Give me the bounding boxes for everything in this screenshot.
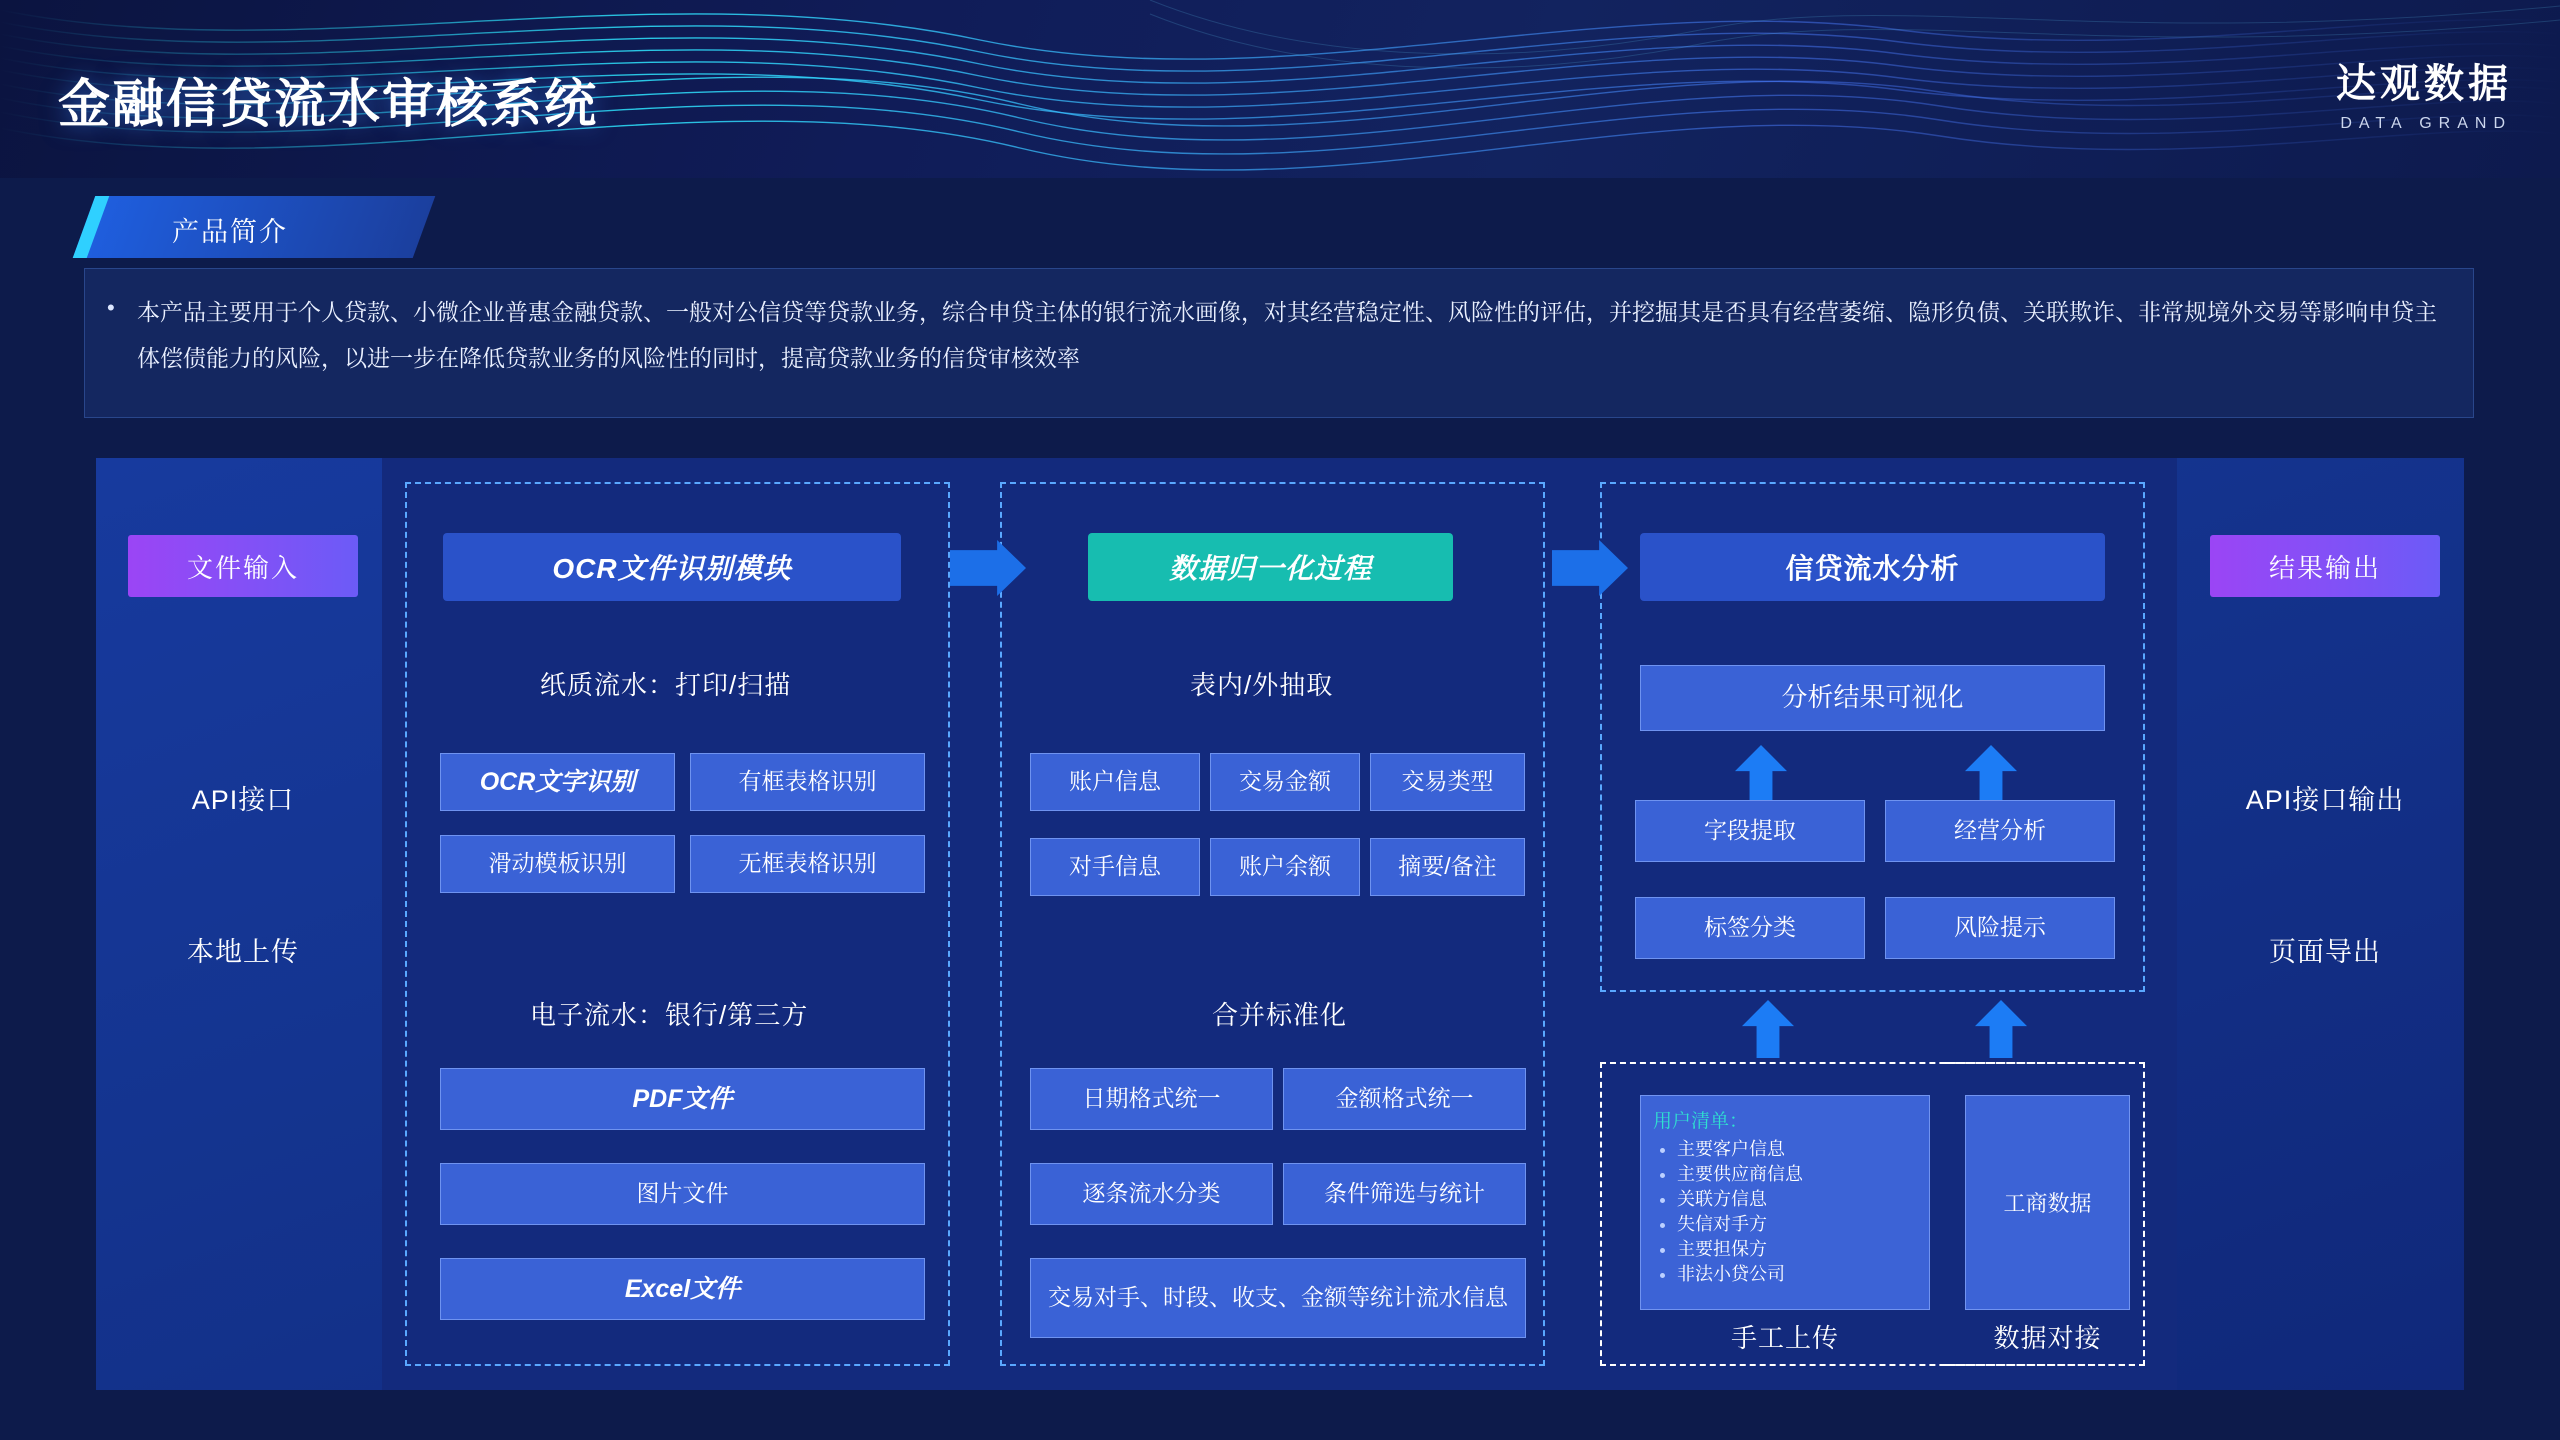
ocr-group1-title: 纸质流水：打印/扫描: [540, 670, 792, 700]
left-item-api: API接口: [191, 785, 295, 815]
normalize-group1-title: 表内/外抽取: [1190, 670, 1334, 700]
list-item: • 关联方信息: [1677, 1187, 1917, 1212]
ocr-cell-borderless-table[interactable]: 无框表格识别: [690, 835, 925, 893]
ocr-group2-title: 电子流水：银行/第三方: [530, 1000, 809, 1030]
ocr-cell-pdf-file[interactable]: PDF文件: [440, 1068, 925, 1130]
manual-upload-label: 手工上传: [1730, 1323, 1839, 1353]
norm-cell-account-info[interactable]: 账户信息: [1030, 753, 1200, 811]
ocr-cell-excel-file[interactable]: Excel文件: [440, 1258, 925, 1320]
right-item-api-output: API接口输出: [2245, 785, 2405, 815]
ocr-cell-bordered-table[interactable]: 有框表格识别: [690, 753, 925, 811]
norm-cell-date-format[interactable]: 日期格式统一: [1030, 1068, 1273, 1130]
analysis-module-title: 信贷流水分析: [1640, 533, 2105, 601]
logo-sub-text: DATA GRAND: [2340, 115, 2512, 132]
data-docking-label: 数据对接: [1993, 1323, 2102, 1353]
logo-main-text: 达观数据: [2336, 62, 2512, 106]
ocr-module-group: [405, 482, 950, 1366]
result-output-pill: 结果输出: [2210, 535, 2440, 597]
norm-cell-counterparty-info[interactable]: 对手信息: [1030, 838, 1200, 896]
left-item-local-upload: 本地上传: [187, 937, 299, 967]
normalize-group2-title: 合并标准化: [1212, 1000, 1348, 1030]
intro-text: 本产品主要用于个人贷款、小微企业普惠金融贷款、一般对公信贷等贷款业务，综合申贷主体的银行流水画像，对其经营稳定性、风险性的评估，并挖掘其是否具有经营萎缩、隐形负债、关联欺诈、非常规境外交易等影响申贷主体偿债能力的风险，以进一步在降低贷款业务的风险性的同时，提高贷款业务的信贷审核效率: [137, 299, 2437, 371]
normalize-module-title: 数据归一化过程: [1088, 533, 1453, 601]
norm-cell-summary-remark[interactable]: 摘要/备注: [1370, 838, 1525, 896]
file-input-pill: 文件输入: [128, 535, 358, 597]
intro-bullet-icon: •: [107, 295, 115, 320]
intro-box: [84, 268, 2474, 418]
norm-cell-item-classification[interactable]: 逐条流水分类: [1030, 1163, 1273, 1225]
norm-cell-statistics-summary[interactable]: 交易对手、时段、收支、金额等统计流水信息: [1030, 1258, 1526, 1338]
user-list-box: [1640, 1095, 1930, 1310]
ocr-cell-text-recognition[interactable]: OCR文字识别: [440, 753, 675, 811]
list-item: • 主要供应商信息: [1677, 1162, 1917, 1187]
list-item: • 主要客户信息: [1677, 1137, 1917, 1162]
right-item-page-export: 页面导出: [2269, 937, 2381, 967]
analysis-cell-visualization[interactable]: 分析结果可视化: [1640, 665, 2105, 731]
normalize-module-group: [1000, 482, 1545, 1366]
business-data-box[interactable]: 工商数据: [1965, 1095, 2130, 1310]
analysis-cell-business-analysis[interactable]: 经营分析: [1885, 800, 2115, 862]
page-title: 金融信贷流水审核系统: [58, 76, 599, 134]
analysis-cell-risk-warning[interactable]: 风险提示: [1885, 897, 2115, 959]
user-list-title: 用户清单：: [1653, 1111, 1749, 1132]
ocr-module-title: OCR文件识别模块: [443, 533, 901, 601]
list-item: • 主要担保方: [1677, 1237, 1917, 1262]
page-header: [0, 0, 2560, 178]
brand-logo: [2336, 52, 2512, 133]
ocr-cell-sliding-template[interactable]: 滑动模板识别: [440, 835, 675, 893]
intro-tab-label: 产品简介: [172, 217, 288, 247]
user-list-items: [1653, 1137, 1917, 1287]
norm-cell-transaction-amount[interactable]: 交易金额: [1210, 753, 1360, 811]
analysis-cell-label-classification[interactable]: 标签分类: [1635, 897, 1865, 959]
norm-cell-filter-statistics[interactable]: 条件筛选与统计: [1283, 1163, 1526, 1225]
norm-cell-transaction-type[interactable]: 交易类型: [1370, 753, 1525, 811]
norm-cell-account-balance[interactable]: 账户余额: [1210, 838, 1360, 896]
analysis-cell-field-extraction[interactable]: 字段提取: [1635, 800, 1865, 862]
list-item: • 失信对手方: [1677, 1212, 1917, 1237]
ocr-cell-image-file[interactable]: 图片文件: [440, 1163, 925, 1225]
list-item: • 非法小贷公司: [1677, 1262, 1917, 1287]
norm-cell-amount-format[interactable]: 金额格式统一: [1283, 1068, 1526, 1130]
